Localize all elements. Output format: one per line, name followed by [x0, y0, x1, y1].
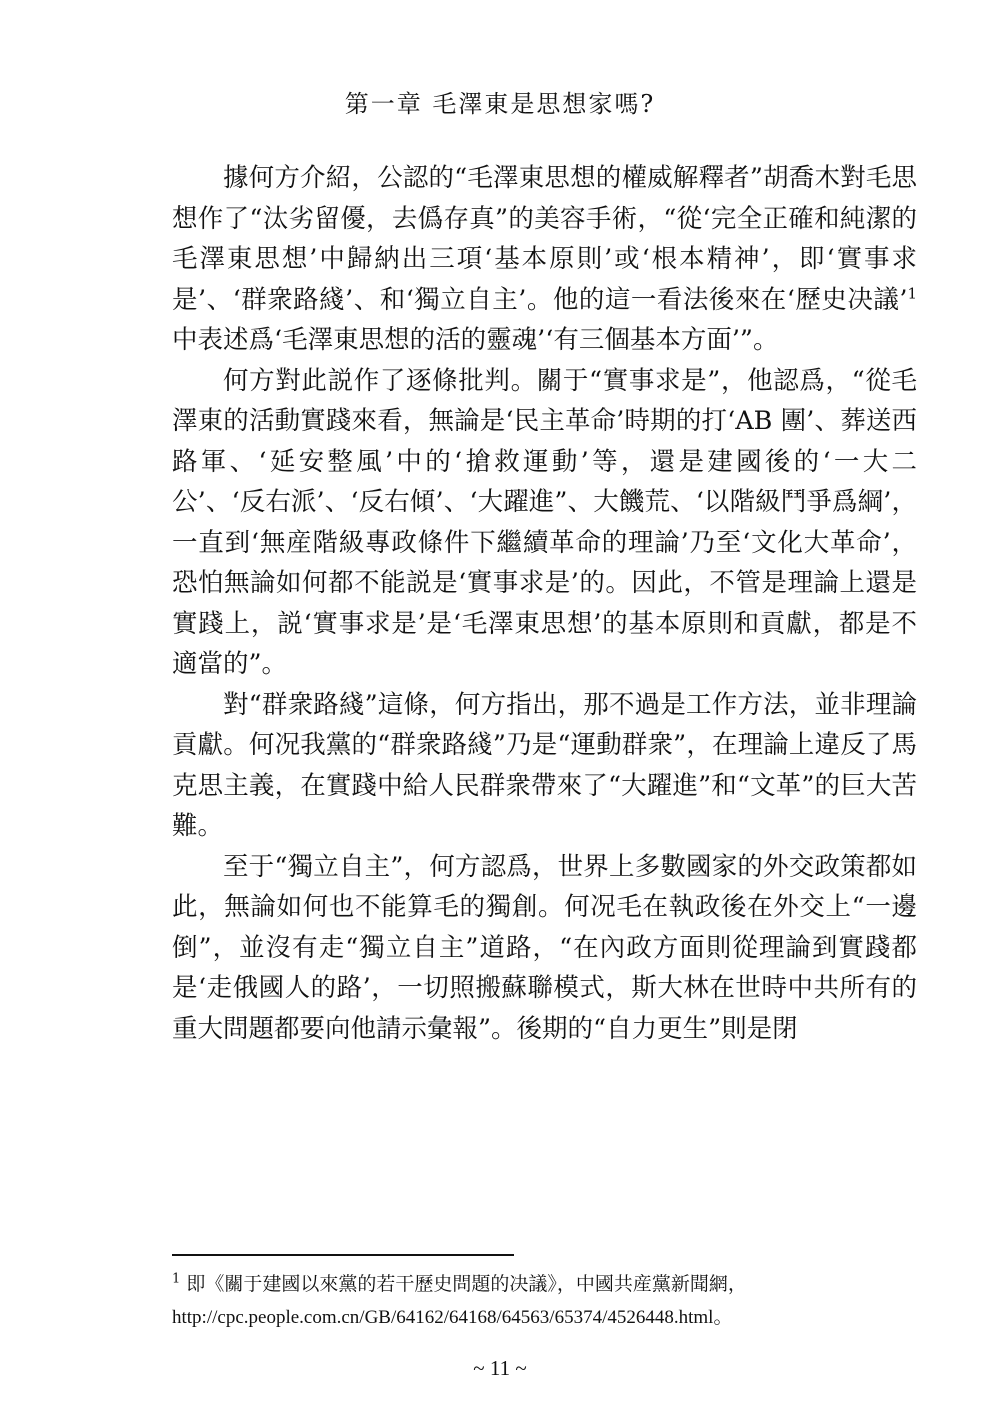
- footnote-number: 1: [172, 1271, 181, 1287]
- paragraph-4: 至于“獨立自主”，何方認爲，世界上多數國家的外交政策都如此，無論如何也不能算毛的獨創。何况毛在執政後在外交上“一邊倒”，並沒有走“獨立自主”道路，“在內政方面則從理論到實踐都是‘走俄國人的路’，一切照搬蘇聯模式，斯大林在世時中共所有的重大問題都要向他請示彙報”。後期的“自力更生”則是閉: [172, 851, 917, 1044]
- body-text: [172, 158, 917, 1049]
- chapter-header: 第一章 毛澤東是思想家嗎?: [344, 90, 656, 118]
- footnote-url-link[interactable]: http://cpc.people.com.cn/GB/64162/64168/64563/65374/4526448.html。: [172, 1307, 733, 1328]
- paragraph-1-text-b: 中表述爲‘毛澤東思想的活的靈魂’‘有三個基本方面’”。: [172, 325, 779, 355]
- paragraph-1-text-a: 據何方介紹，公認的“毛澤東思想的權威解釋者”胡喬木對毛思想作了“汰劣留優，去僞存真”的美容手術，“從‘完全正確和純潔的毛澤東思想’中歸納出三項‘基本原則’或‘根本精神’，即‘實事求是’、‘群衆路綫’、和‘獨立自主’。他的這一看法後來在‘歷史决議’: [172, 163, 917, 315]
- footnote-divider: [172, 1254, 514, 1256]
- page-number: ~ 11 ~: [473, 1356, 527, 1380]
- paragraph-1: [172, 158, 917, 361]
- footnote-text: 即《關于建國以來黨的若干歷史問題的决議》，中國共産黨新聞網，: [186, 1273, 747, 1295]
- paragraph-3: 對“群衆路綫”這條，何方指出，那不過是工作方法，並非理論貢獻。何况我黨的“群衆路綫”乃是“運動群衆”，在理論上違反了馬克思主義，在實踐中給人民群衆帶來了“大躍進”和“文革”的巨大苦難。: [172, 689, 917, 841]
- footnote: [172, 1268, 917, 1334]
- footnote-line-1: [172, 1268, 917, 1301]
- footnote-reference[interactable]: 1: [907, 284, 917, 302]
- paragraph-2: 何方對此説作了逐條批判。關于“實事求是”，他認爲，“從毛澤東的活動實踐來看，無論是‘民主革命’時期的打‘AB 團’、葬送西路軍、‘延安整風’中的‘搶救運動’等，還是建國後的‘一大二公’、‘反右派’、‘反右傾’、‘大躍進”、大饑荒、‘以階級鬥爭爲綱’，一直到‘無産階級專政條件下繼續革命的理論’乃至‘文化大革命’，恐怕無論如何都不能説是‘實事求是’的。因此，不管是理論上還是實踐上，説‘實事求是’是‘毛澤東思想’的基本原則和貢獻，都是不適當的”。: [172, 365, 917, 679]
